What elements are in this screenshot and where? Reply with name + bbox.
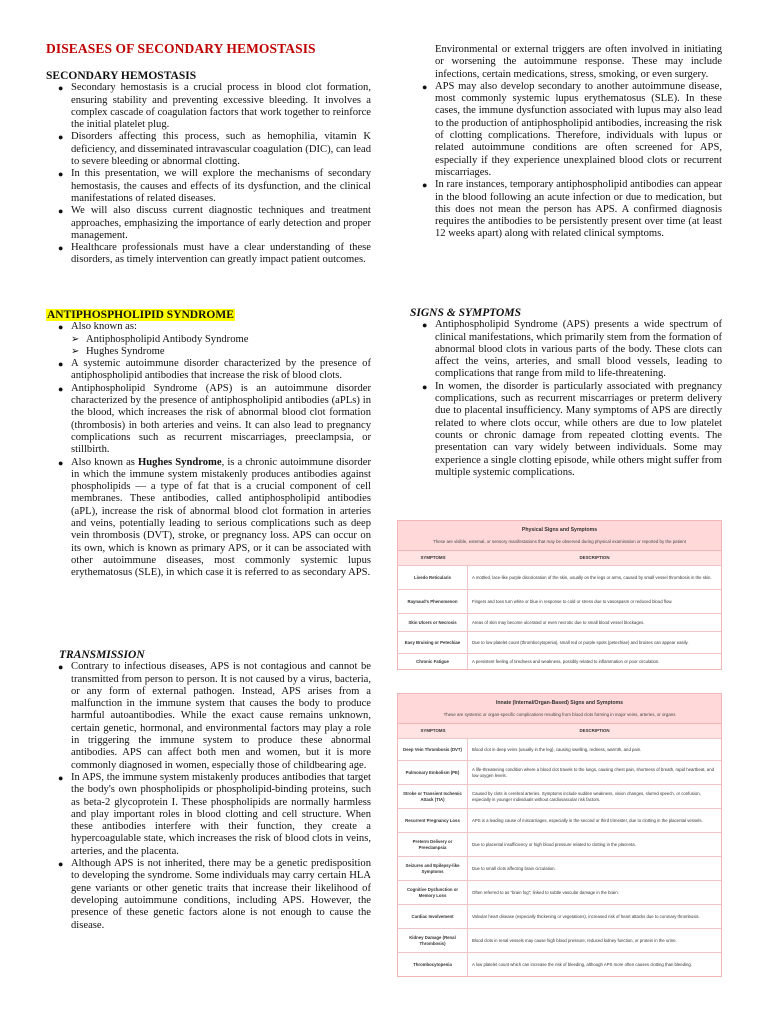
- table-row: Cognitive Dysfunction or Memory Loss Often referred to as "brain fog"; linked to subtle vascular damage in the brain.: [398, 880, 721, 904]
- list-item: ● In this presentation, we will explore the mechanisms of secondary hemostasis, the causes and effects of its dysfunction, and the clinical manifestations of related diseases.: [58, 168, 371, 204]
- transmission-section: [46, 649, 371, 932]
- section-heading-aps: ANTIPHOSPHOLIPID SYNDROME: [47, 309, 234, 321]
- bullet-icon: ●: [422, 320, 428, 331]
- secondary-hemostasis-section: [46, 70, 371, 267]
- list-item: ● Although APS is not inherited, there may be a genetic predisposition to developing the syndrome. Some individuals may carry certain HLA gene variants or other genetic traits that increase their likelihood of developing autoimmune conditions, including APS. However, the presence of these genetic factors alone is not enough to cause the disease.: [58, 858, 371, 931]
- table-header: [398, 550, 721, 565]
- bullet-icon: ●: [58, 322, 64, 333]
- section-heading-transmission: TRANSMISSION: [59, 649, 145, 661]
- list-item: ● In rare instances, temporary antiphospholipid antibodies can appear in the blood following an acute infection or due to medication, but this does not mean the person has APS. A confirmed diagnosis requires the antibodies to be persistently present over time (at least 12 weeks apart) along with related clinical symptoms.: [422, 179, 722, 240]
- bullet-icon: ●: [58, 662, 64, 673]
- arrow-bullet-icon: ➢: [71, 345, 80, 357]
- table-subtitle: These are systemic or organ-specific complications resulting from blood clots forming in major veins, arteries, or organs: [398, 710, 721, 723]
- bullet-icon: ●: [58, 383, 64, 394]
- table-row: Recurrent Pregnancy Loss APS is a leading cause of miscarriages, especially in the second or third trimester, due to clotting in the placental vessels.: [398, 808, 721, 832]
- bullet-icon: ●: [58, 169, 64, 180]
- bullet-icon: ●: [58, 206, 64, 217]
- list-item: ● In APS, the immune system mistakenly produces antibodies that target the body's own phospholipids or phospholipid-binding proteins, such as beta-2 glycoprotein I. These phospholipids are normally harmless and play important roles in blood clotting and cell structure. When these antibodies interfere with their function, they create a hypercoagulable state, which increases the risk of blood clots in veins, arteries, and the placenta.: [58, 771, 371, 857]
- aps-section: [46, 309, 371, 580]
- table-title: Physical Signs and Symptoms: [398, 521, 721, 537]
- table-row: Deep Vein Thrombosis (DVT) Blood clot in deep veins (usually in the leg), causing swelling, redness, warmth, and pain.: [398, 738, 721, 760]
- sublist-item: ➢ Antiphospholipid Antibody Syndrome: [71, 333, 249, 345]
- table-row: Seizures and Epilepsy-like Symptoms Due to small clots affecting brain circulation.: [398, 856, 721, 880]
- arrow-bullet-icon: ➢: [71, 333, 80, 345]
- bullet-icon: ●: [422, 381, 428, 392]
- hughes-syndrome-bold: Hughes Syndrome: [138, 456, 222, 468]
- list-item: ● Healthcare professionals must have a clear understanding of these disorders, as timely intervention can greatly impact patient outcomes.: [58, 242, 371, 266]
- transmission-list: [46, 661, 371, 932]
- list-item: ● A systemic autoimmune disorder characterized by the presence of antiphospholipid antibodies that increase the risk of blood clots.: [58, 358, 371, 382]
- physical-signs-table: [397, 520, 722, 670]
- bullet-icon: ●: [58, 359, 64, 370]
- list-item: ● Also known as Hughes Syndrome, is a chronic autoimmune disorder in which the immune system mistakenly produces antibodies against phospholipids — a type of fat that is a crucial component of cell membranes. These antibodies, called antiphospholipid antibodies (aPL), increase the risk of abnormal blood clot formation in arteries and veins, potentially leading to serious complications such as deep vein thrombosis (DVT), stroke, or pregnancy loss. APS can occur on its own, which is known as primary APS, or it can be associated with other autoimmune diseases, most commonly systemic lupus erythematosus (SLE), in which case it is referred to as secondary APS.: [58, 456, 371, 579]
- section-heading-secondary-hemostasis: SECONDARY HEMOSTASIS: [46, 70, 197, 82]
- bullet-icon: ●: [422, 81, 428, 92]
- table-row: Pulmonary Embolism (PE) A life-threatening condition where a blood clot travels to the lungs, causing chest pain, shortness of breath, rapid heartbeat, and low oxygen levels.: [398, 760, 721, 784]
- table-row: Easy Bruising or Petechiae Due to low platelet count (thrombocytopenia), small red or purple spots (petechiae) and bruises can appear easily.: [398, 631, 721, 653]
- column-header-symptoms: SYMPTOMS: [420, 728, 446, 733]
- table-row: Preterm Delivery or Preeclampsia Due to placental insufficiency or high blood pressure related to clotting in the placenta.: [398, 832, 721, 856]
- bullet-icon: ●: [58, 457, 64, 468]
- bullet-icon: ●: [422, 180, 428, 191]
- signs-list: [410, 319, 722, 479]
- bullet-icon: ●: [58, 772, 64, 783]
- list-item: ● Secondary hemostasis is a crucial process in blood clot formation, ensuring stability and preventing excessive bleeding. It involves a complex cascade of coagulation factors that work together to reinforce the initial platelet plug.: [58, 82, 371, 131]
- innate-signs-table: [397, 693, 722, 977]
- table-row: Chronic Fatigue A persistent feeling of tiredness and weakness, possibly related to inflammation or poor circulation.: [398, 653, 721, 669]
- aka-sublist: [46, 334, 371, 359]
- list-item: ● Disorders affecting this process, such as hemophilia, vitamin K deficiency, and disseminated intravascular coagulation (DIC), can lead to severe bleeding or abnormal clotting.: [58, 131, 371, 168]
- table-row: Kidney Damage (Renal Thrombosis) Blood clots in renal vessels may cause high blood pressure, reduced kidney function, or protein in the urine.: [398, 928, 721, 952]
- column-header-symptoms: SYMPTOMS: [420, 555, 446, 560]
- table-row: Raynaud's Phenomenon Fingers and toes turn white or blue in response to cold or stress due to vasospasm or reduced blood flow.: [398, 589, 721, 613]
- bullet-icon: ●: [58, 83, 64, 94]
- column-header-description: DESCRIPTION: [579, 555, 610, 560]
- right-top-list: [410, 81, 722, 241]
- list-item: ● Contrary to infectious diseases, APS is not contagious and cannot be transmitted from person to person. It is not caused by a virus, bacteria, or any form of external pathogen. Instead, APS arises from a malfunction in the immune system that causes the body to produce harmful autoantibodies. While the exact cause remains unknown, certain genetic, hormonal, and environmental factors may play a role in triggering the immune system to produce these abnormal antibodies. APS can affect both men and women, but it is more commonly diagnosed in women, especially those of childbearing age.: [58, 661, 371, 771]
- list-item: ● Antiphospholipid Syndrome (APS) presents a wide spectrum of clinical manifestations, which primarily stem from the formation of abnormal blood clots in various parts of the body. These clots can affect the veins, arteries, and small blood vessels, leading to complications that range from mild to life-threatening.: [422, 319, 722, 380]
- table-row: Livedo Reticularis A mottled, lace-like purple discoloration of the skin, usually on the legs or arms, caused by small vessel thrombosis in the skin.: [398, 565, 721, 589]
- table-header: [398, 723, 721, 738]
- table-row: Thrombocytopenia A low platelet count which can increase the risk of bleeding, although APS more often causes clotting than bleeding.: [398, 952, 721, 976]
- right-top-section: [410, 44, 722, 241]
- aps-list: [46, 321, 371, 579]
- list-item: ● Also known as: ➢ Antiphospholipid Antibody Syndrome ➢ Hughes Syndrome: [46, 321, 371, 358]
- table-row: Stroke or Transient Ischemic Attack (TIA) Caused by clots in cerebral arteries. Symptoms include sudden weakness, vision changes, slurred speech, or confusion, especially in younger individuals without cardiovascular risk factors.: [398, 784, 721, 808]
- list-item: ● In women, the disorder is particularly associated with pregnancy complications, such as recurrent miscarriages or preterm delivery due to placental insufficiency. Many symptoms of APS are directly related to where clots occur, while others are due to low platelet counts or chronic damage from repeated clotting events. The presentation can vary widely between individuals. Some may experience a single clotting episode, while others might suffer from multiple systemic complications.: [422, 380, 722, 478]
- continuation-paragraph: Environmental or external triggers are often involved in initiating or worsening the autoimmune response. These may include infections, certain medications, stress, smoking, or even surgery.: [435, 44, 722, 80]
- table-subtitle: These are visible, external, or sensory manifestations that may be observed during physical examination or reported by the patient: [398, 537, 721, 550]
- list-item: ● APS may also develop secondary to another autoimmune disease, most commonly systemic lupus erythematosus (SLE). In these cases, the immune dysfunction associated with lupus may also lead to the production of antiphospholipid antibodies, increasing the risk of clotting complications. Therefore, individuals with lupus or related autoimmune conditions are often screened for APS, especially if they experience unexplained blood clots or recurrent miscarriages.: [422, 80, 722, 178]
- column-header-description: DESCRIPTION: [579, 728, 610, 733]
- bullet-icon: ●: [58, 243, 64, 254]
- signs-section: [410, 307, 722, 479]
- section-heading-signs: SIGNS & SYMPTOMS: [410, 307, 521, 319]
- list-item: ● Antiphospholipid Syndrome (APS) is an autoimmune disorder characterized by the presence of antiphospholipid antibodies (aPLs) in the blood, which increases the risk of abnormal blood clot formation (thrombosis) in both arteries and veins. It can also lead to pregnancy complications such as recurrent miscarriages, preeclampsia, or stillbirth.: [58, 382, 371, 456]
- sublist-item: ➢ Hughes Syndrome: [71, 345, 165, 357]
- bullet-icon: ●: [58, 132, 64, 143]
- table-row: Cardiac Involvement Valvular heart disease (especially thickening or vegetations), increased risk of heart attacks due to coronary thrombosis.: [398, 904, 721, 928]
- document-title: DISEASES OF SECONDARY HEMOSTASIS: [46, 41, 316, 56]
- table-title: Innate (Internal/Organ-Based) Signs and Symptoms: [398, 694, 721, 710]
- list-item: ● We will also discuss current diagnostic techniques and treatment approaches, emphasizing the importance of early detection and proper management.: [58, 205, 371, 241]
- table-row: Skin Ulcers or Necrosis Areas of skin may become ulcerated or even necrotic due to small blood vessel blockages.: [398, 613, 721, 631]
- bullet-icon: ●: [58, 859, 64, 870]
- secondary-hemostasis-list: [46, 82, 371, 266]
